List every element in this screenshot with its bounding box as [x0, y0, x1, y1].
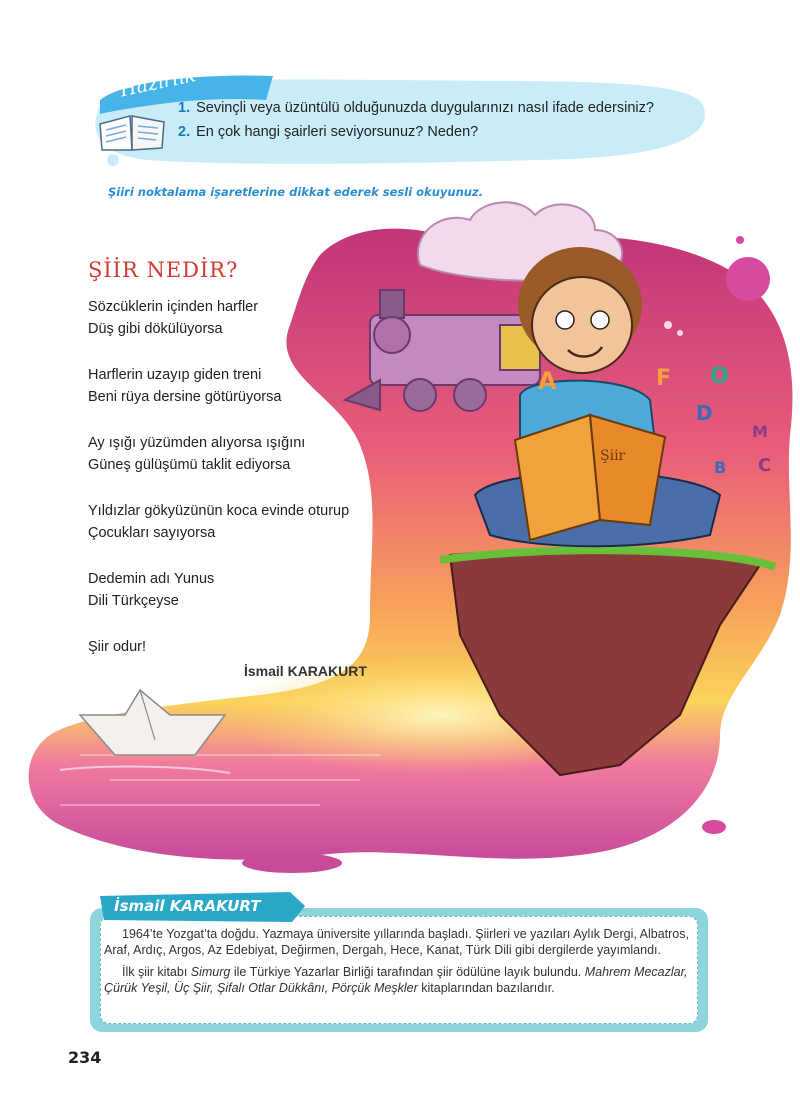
poem-stanza	[88, 296, 378, 340]
poem-body	[88, 296, 378, 682]
biography-name: İsmail KARAKURT	[114, 897, 261, 915]
svg-text:D: D	[696, 401, 713, 425]
svg-text:O: O	[710, 364, 729, 389]
page-number: 234	[68, 1048, 102, 1067]
reading-instruction: Şiiri noktalama işaretlerine dikkat ederek sesli okuyunuz.	[108, 185, 484, 199]
poem-stanza	[88, 432, 378, 476]
question-text: Sevinçli veya üzüntülü olduğunuzda duygularınızı nasıl ifade edersiniz?	[196, 100, 654, 116]
biography-paragraph: 1964’te Yozgat’ta doğdu. Yazmaya üniversite yıllarında başladı. Şiirleri ve yazıları Aylık Dergi, Albatros, Araf, Ardıç, Argos, Az Edebiyat, Değirmen, Dergah, Hece, Kanat, Türk Dili gibi dergilerde yayımlandı.	[104, 927, 689, 957]
poem-title: ŞİİR NEDİR?	[88, 258, 239, 282]
biography-text	[104, 926, 694, 1002]
preparation-title: Hazırlık	[118, 64, 198, 102]
poem-line: Çocukları sayıyorsa	[88, 525, 216, 541]
open-book-icon	[96, 106, 168, 154]
question-number: 2.	[178, 124, 191, 140]
question-2	[178, 124, 478, 140]
svg-text:M: M	[752, 422, 768, 441]
question-text: En çok hangi şairleri seviyorsunuz? Neden?	[196, 124, 479, 140]
poem-line: Yıldızlar gökyüzünün koca evinde oturup	[88, 503, 350, 519]
poem-line: Güneş gülüşümü taklit ediyorsa	[88, 457, 291, 473]
poem-stanza	[88, 636, 378, 658]
poem-line: Sözcüklerin içinden harfler	[88, 299, 259, 315]
poem-stanza	[88, 568, 378, 612]
poem-line: Dili Türkçeyse	[88, 593, 179, 609]
poem-line: Ay ışığı yüzümden alıyorsa ışığını	[88, 435, 306, 451]
question-number: 1.	[178, 100, 191, 116]
poem-line: Beni rüya dersine götürüyorsa	[88, 389, 282, 405]
poem-line: Dedemin adı Yunus	[88, 571, 215, 587]
poem-line: Harflerin uzayıp giden treni	[88, 367, 262, 383]
svg-text:C: C	[758, 455, 772, 476]
poem-stanza	[88, 500, 378, 544]
poem-line: Şiir odur!	[88, 639, 147, 655]
poem-author: İsmail KARAKURT	[244, 663, 367, 679]
svg-text:F: F	[656, 366, 672, 391]
biography-paragraph: İlk şiir kitabı Simurg ile Türkiye Yazarlar Birliği tarafından şiir ödülüne layık bulundu. Mahrem Mecazlar, Çürük Yeşil, Üç Şiir, Şifalı Otlar Dükkânı, Pörçük Meşkler kitaplarından bazılarıdır.	[104, 965, 688, 995]
poem-line: Düş gibi dökülüyorsa	[88, 321, 223, 337]
poem-stanza	[88, 364, 378, 408]
book-cover-label: Şiir	[600, 448, 626, 464]
svg-text:A: A	[538, 367, 557, 395]
svg-text:B: B	[714, 458, 727, 477]
question-1	[178, 100, 654, 116]
